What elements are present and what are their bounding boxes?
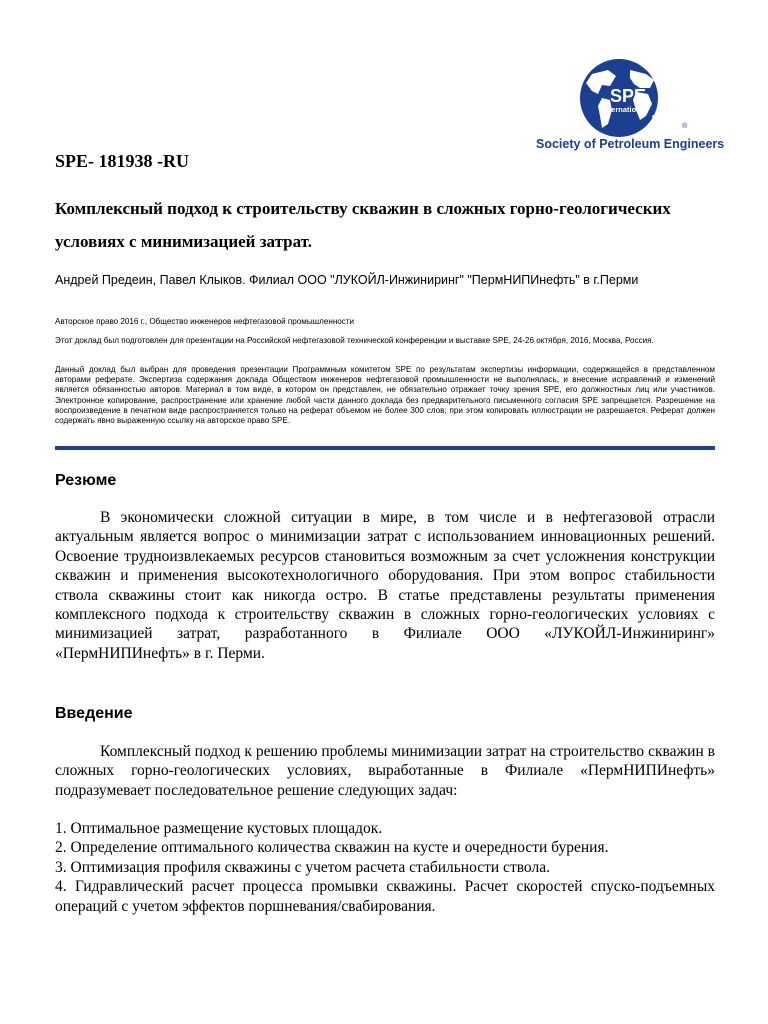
conference-notice: Этот доклад был подготовлен для презентации на Российской нефтегазовой технической конференции и выставке SPE, 24-26 октября, 2016, Москва, Россия. — [55, 336, 654, 345]
emblem-subtext: International — [602, 105, 648, 114]
resume-heading: Резюме — [55, 472, 117, 489]
task-list — [55, 819, 715, 916]
list-item: 4. Гидравлический расчет процесса промывки скважины. Расчет скоростей спуско-подъемных операций с учетом эффектов поршневания/свабирования. — [55, 878, 715, 915]
document-id: SPE- 181938 -RU — [55, 151, 189, 171]
intro-paragraph — [55, 742, 715, 800]
intro-heading: Введение — [55, 705, 133, 722]
registered-mark: ® — [682, 123, 688, 130]
paper-title: Комплексный подход к строительству скважин в сложных горно-геологических условиях с минимизацией затрат. — [55, 199, 671, 251]
list-item: 2. Определение оптимального количества скважин на кусте и очередности бурения. — [55, 839, 609, 857]
list-item: 3. Оптимизация профиля скважины с учетом расчета стабильности ствола. — [55, 858, 550, 876]
resume-text: В экономически сложной ситуации в мире, в том числе и в нефтегазовой отрасли актуальным является вопрос о минимизации затрат с использованием инновационных решений. Освоение трудноизвлекаемых ресурсов становиться возможным за счет усложнения конструкции скважин и применения высокотехнологичного оборудования. При этом вопрос стабильности ствола скважины стоит как никогда остро. В статье представлены результаты применения комплексного подхода к строительству скважин в сложных горно-геологических условиях с минимизацией затрат, разработанного в Филиале ООО «ЛУКОЙЛ-Инжиниринг» «ПермНИПИнефть» в г. Перми. — [55, 509, 715, 662]
copyright-notice: Авторское право 2016 г., Общество инженеров нефтегазовой промышленности — [55, 317, 355, 326]
section-divider — [55, 446, 715, 450]
list-item: 1. Оптимальное размещение кустовых площадок. — [55, 820, 383, 837]
intro-text: Комплексный подход к решению проблемы минимизации затрат на строительство скважин в сложных горно-геологических условиях, выработанные в Филиале «ПермНИПИнефть» подразумевает последовательное решение следующих задач: — [55, 743, 715, 799]
spe-logo — [536, 58, 725, 153]
society-name: Society of Petroleum Engineers — [536, 137, 725, 151]
emblem-text: SPE — [610, 86, 647, 106]
resume-paragraph — [55, 508, 715, 663]
selection-notice: Данный доклад был выбран для проведения презентации Программным комитетом SPE по результатам экспертизы информации, содержащейся в представленном авторами реферате. Экспертиза содержания доклада Обществом инженеров нефтегазовой промышленности не выполнялась, и внесение исправлений и изменений является обязанностью авторов. Материал в том виде, в котором он представлен, не обязательно отражает точку зрения SPE, его должностных лиц или участников. Электронное копирование, распространение или хранение любой части данного доклада без предварительного письменного согласия SPE запрещается. Разрешение на воспроизведение в печатном виде распространяется только на реферат объемом не более 300 слов; при этом копировать иллюстрации не разрешается. Реферат должен содержать явно выраженную ссылку на авторское право SPE. — [55, 365, 715, 426]
authors-line: Андрей Предеин, Павел Клыков. Филиал ООО "ЛУКОЙЛ-Инжиниринг" "ПермНИПИнефть" в г.Перми — [55, 273, 639, 287]
